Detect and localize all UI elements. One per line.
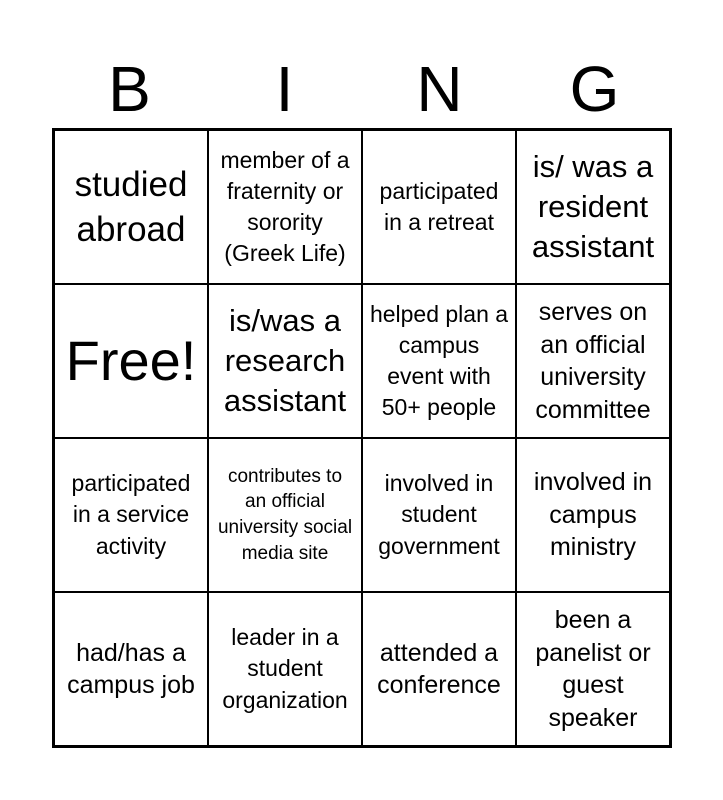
cell-label: involved in campus ministry bbox=[533, 468, 653, 562]
bingo-board bbox=[52, 128, 672, 748]
cell-label: participated in a service activity bbox=[71, 470, 191, 559]
bingo-cell-r4c3[interactable] bbox=[362, 592, 516, 746]
bingo-cell-r1c1[interactable] bbox=[54, 130, 208, 284]
bingo-cell-r4c4[interactable] bbox=[516, 592, 670, 746]
cell-label: attended a conference bbox=[377, 638, 501, 699]
bingo-header bbox=[52, 50, 672, 128]
cell-label: is/was a research assistant bbox=[223, 302, 347, 419]
bingo-cell-r4c2[interactable] bbox=[208, 592, 362, 746]
cell-label: serves on an official university committee bbox=[535, 298, 651, 424]
bingo-cell-r1c3[interactable] bbox=[362, 130, 516, 284]
header-letter-b: B bbox=[108, 53, 151, 125]
cell-label: involved in student government bbox=[378, 470, 500, 559]
bingo-cell-r1c2[interactable] bbox=[208, 130, 362, 284]
cell-label: is/ was a resident assistant bbox=[531, 148, 655, 265]
cell-label: participated in a retreat bbox=[379, 177, 499, 235]
bingo-cell-r3c3[interactable] bbox=[362, 438, 516, 592]
cell-label: had/has a campus job bbox=[67, 638, 195, 699]
header-letter-i: I bbox=[275, 53, 294, 125]
bingo-cell-r3c4[interactable] bbox=[516, 438, 670, 592]
cell-label: studied abroad bbox=[74, 164, 188, 249]
cell-label: been a panelist or guest speaker bbox=[535, 606, 651, 732]
cell-label: leader in a student organization bbox=[222, 624, 348, 713]
cell-label: contributes to an official university social media site bbox=[217, 465, 353, 564]
bingo-cell-r3c2[interactable] bbox=[208, 438, 362, 592]
cell-label: Free! bbox=[65, 329, 197, 393]
bingo-cell-r2c2[interactable] bbox=[208, 284, 362, 438]
header-letter-n: N bbox=[416, 53, 463, 125]
bingo-cell-r3c1[interactable] bbox=[54, 438, 208, 592]
bingo-cell-r4c1[interactable] bbox=[54, 592, 208, 746]
bingo-cell-free[interactable] bbox=[54, 284, 208, 438]
header-letter-g: G bbox=[569, 53, 620, 125]
cell-label: helped plan a campus event with 50+ people bbox=[369, 300, 509, 421]
bingo-cell-r1c4[interactable] bbox=[516, 130, 670, 284]
bingo-cell-r2c4[interactable] bbox=[516, 284, 670, 438]
cell-label: member of a fraternity or sorority (Greek Life) bbox=[220, 146, 350, 267]
bingo-cell-r2c3[interactable] bbox=[362, 284, 516, 438]
